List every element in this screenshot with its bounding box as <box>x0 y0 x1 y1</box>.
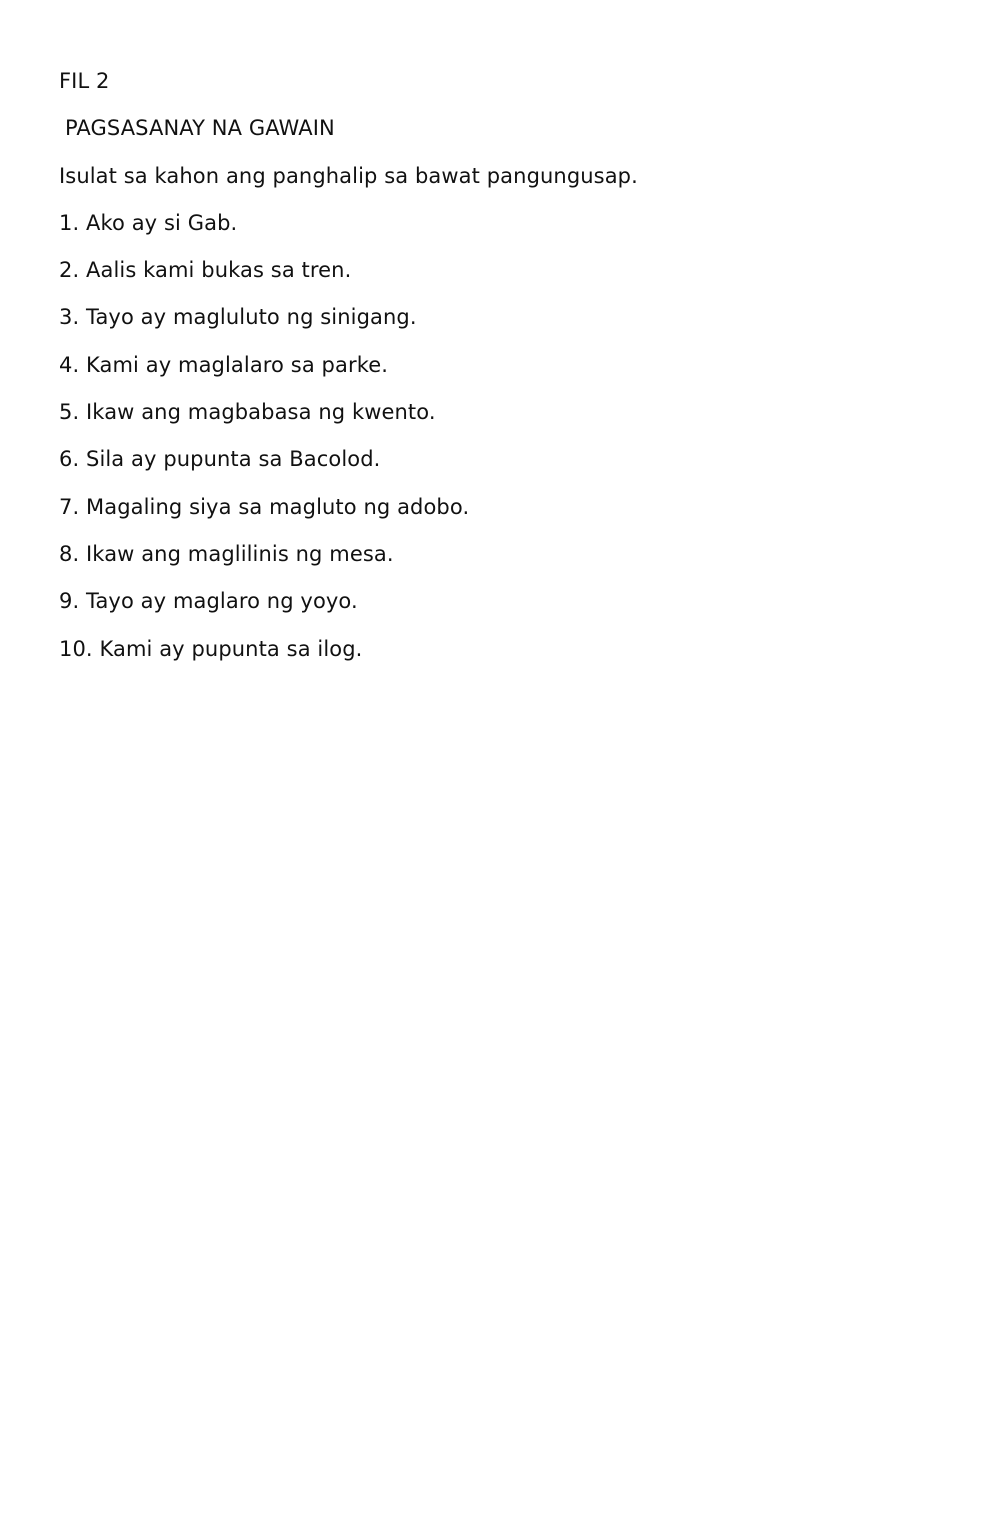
list-item: 1. Ako ay si Gab. <box>59 210 238 235</box>
subject-label: FIL 2 <box>59 69 110 93</box>
instruction-text: Isulat sa kahon ang panghalip sa bawat pangungusap. <box>59 163 638 188</box>
list-item: 5. Ikaw ang magbabasa ng kwento. <box>59 400 436 425</box>
list-item: 9. Tayo ay maglaro ng yoyo. <box>59 589 358 614</box>
list-item: 7. Magaling siya sa magluto ng adobo. <box>59 494 470 519</box>
list-item: 6. Sila ay pupunta sa Bacolod. <box>59 447 381 472</box>
worksheet-content <box>59 58 959 673</box>
worksheet-title: PAGSASANAY NA GAWAIN <box>65 116 335 141</box>
list-item: 4. Kami ay maglalaro sa parke. <box>59 352 389 377</box>
list-item: 10. Kami ay pupunta sa ilog. <box>59 636 363 661</box>
list-item: 3. Tayo ay magluluto ng sinigang. <box>59 305 417 330</box>
list-item: 8. Ikaw ang maglilinis ng mesa. <box>59 541 394 566</box>
list-item: 2. Aalis kami bukas sa tren. <box>59 258 352 283</box>
